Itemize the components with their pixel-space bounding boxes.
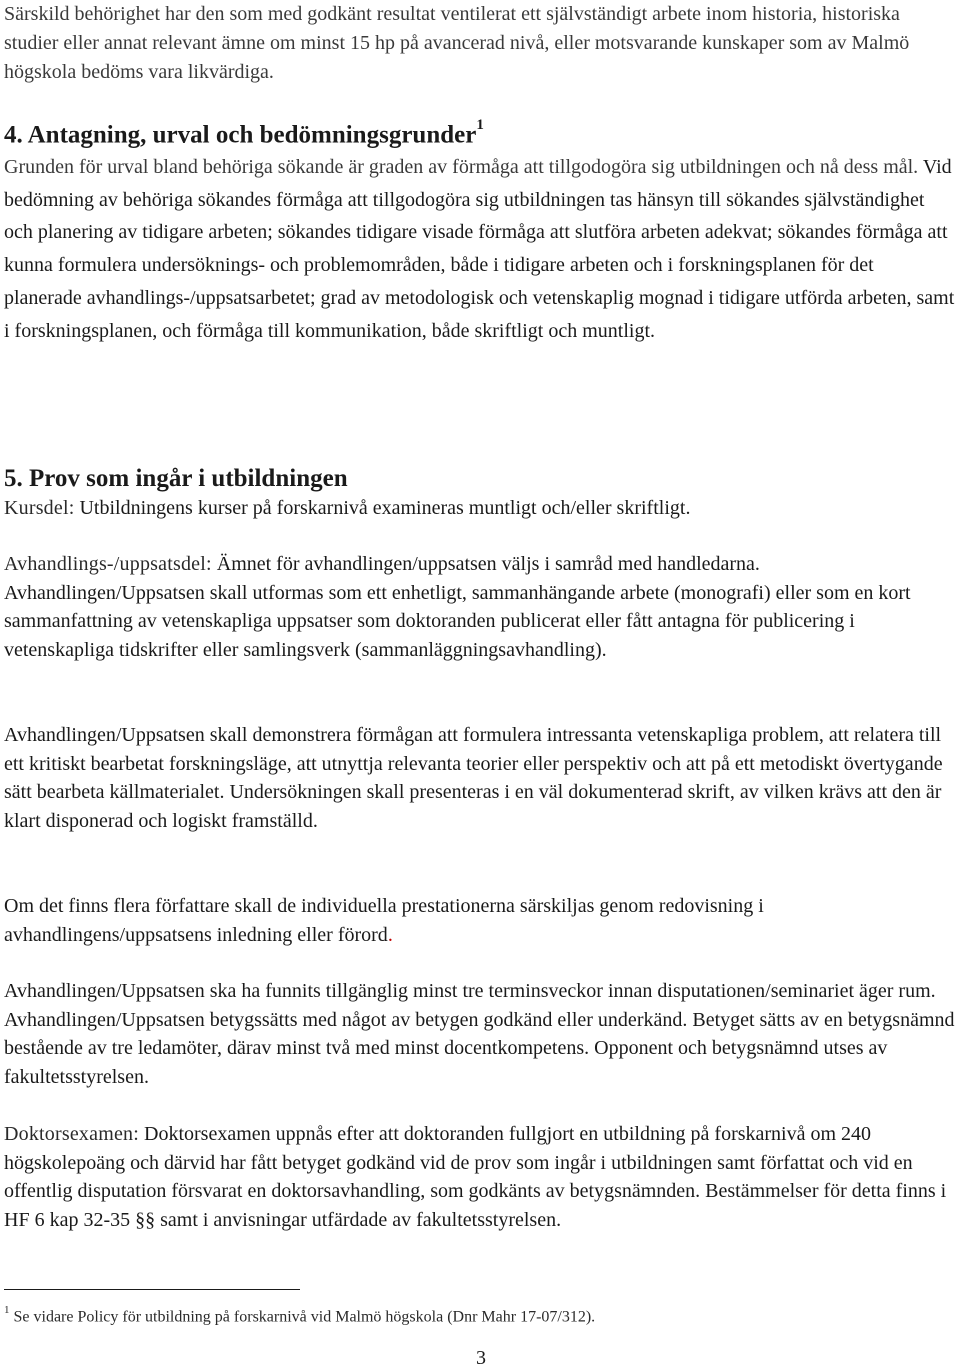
avhandling-text: Ämnet för avhandlingen/uppsatsen väljs i samråd med handledarna. Avhandlingen/Uppsatsen skall utformas som ett enhetligt, sammanhängande arbete (monografi) eller som en kort sammanfattning av vetenskapliga uppsatser som doktoranden publicerat eller fått antagna för publicering i vetenskapliga tidskrifter eller samlingsverk (sammanläggningsavhandling). <box>4 553 911 661</box>
page-number: 3 <box>476 1347 486 1369</box>
doctoral-degree-paragraph <box>4 1120 956 1234</box>
section-4-heading-text: 4. Antagning, urval och bedömningsgrunder <box>4 121 477 149</box>
footnote-reference[interactable]: 1 <box>476 117 484 133</box>
authors-text: Om det finns flera författare skall de individuella prestationerna särskiljas genom redovisning i avhandlingens/uppsatsens inledning eller förord <box>4 895 764 946</box>
authors-paragraph <box>4 892 956 949</box>
footnote <box>4 1300 956 1329</box>
avhandling-label: Avhandlings-/uppsatsdel: <box>4 553 212 575</box>
footnote-marker: 1 <box>4 1304 10 1316</box>
selection-criteria-paragraph <box>4 151 956 347</box>
kursdel-text: Utbildningens kurser på forskarnivå examineras muntligt och/eller skriftligt. <box>74 497 691 519</box>
demonstrate-paragraph: Avhandlingen/Uppsatsen skall demonstrera förmågan att formulera intressanta vetenskapliga problem, att relatera till ett kritiskt bearbetat forskningsläge, att utnyttja relevanta teorier eller perspektiv och att på ett metodiskt övertygande sätt bearbeta källmaterialet. Undersökningen skall presenteras i en väl dokumenterad skrift, av vilken krävs att den är klart disponerad och logiskt framställd. <box>4 724 943 832</box>
availability-paragraph: Avhandlingen/Uppsatsen ska ha funnits tillgänglig minst tre terminsveckor innan disputationen/seminariet äger rum. Avhandlingen/Uppsatsen betygssätts med något av betygen godkänd eller underkänd. Betyget sätts av en betygsnämnd bestående av tre ledamöter, därav minst två med minst docentkompetens. Opponent och betygsnämnd utses av fakultetsstyrelsen. <box>4 980 955 1088</box>
kursdel-paragraph <box>4 494 956 523</box>
doctoral-degree-label: Doktorsexamen: <box>4 1123 139 1145</box>
avhandling-paragraph <box>4 550 956 664</box>
selection-criteria-lead: Grunden för urval bland behöriga sökande är graden av förmåga att tillgodogöra sig utbildningen och nå dess mål. <box>4 156 919 178</box>
footnote-text: Se vidare Policy för utbildning på forskarnivå vid Malmö högskola (Dnr Mahr 17-07/312). <box>9 1308 596 1326</box>
doctoral-degree-text: Doktorsexamen uppnås efter att doktoranden fullgjort en utbildning på forskarnivå om 240 högskolepoäng och därvid har fått betyget godkänd vid de prov som ingår i utbildningen samt författat och vid en offentlig disputation försvarat en doktorsavhandling, som godkänts av betygsnämnden. Bestämmelser för detta finns i HF 6 kap 32-35 §§ samt i anvisningar utfärdade av fakultetsstyrelsen. <box>4 1123 947 1231</box>
authors-end-dot: . <box>387 923 393 946</box>
intro-paragraph: Särskild behörighet har den som med godkänt resultat ventilerat ett självständigt arbete inom historia, historiska studier eller annat relevant ämne om minst 15 hp på avancerad nivå, eller motsvarande kunskaper som av Malmö högskola bedöms vara likvärdiga. <box>4 3 910 83</box>
kursdel-label: Kursdel: <box>4 497 75 519</box>
selection-criteria-body: Vid bedömning av behöriga sökandes förmåga att tillgodogöra sig utbildningen tas hänsyn till sökandes självständighet och planering av tidigare arbeten; sökandes tidigare visade förmåga att slutföra arbeten adekvat; sökandes förmåga att kunna formulera undersöknings- och problemområden, både i tidigare arbeten och i forskningsplanen för det planerade avhandlings-/uppsatsarbetet; grad av metodologisk och vetenskaplig mognad i tidigare utförda arbeten, samt i forskningsplanen, och förmåga till kommunikation, både skriftligt och muntligt. <box>4 156 955 342</box>
footnote-divider <box>4 1289 300 1290</box>
section-5-heading: 5. Prov som ingår i utbildningen <box>4 465 348 492</box>
section-4-heading <box>4 112 484 152</box>
